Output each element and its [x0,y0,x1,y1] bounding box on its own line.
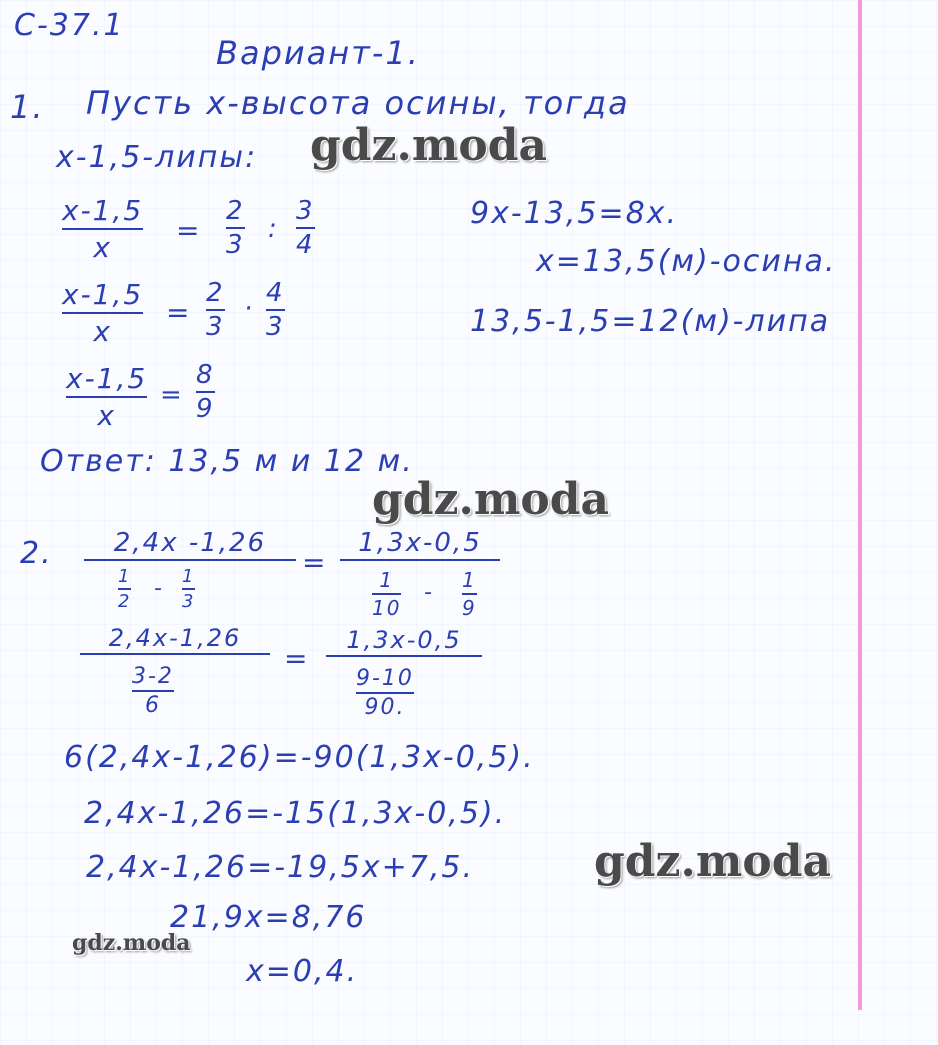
task2-line6: 21,9х=8,76 [170,900,367,935]
fraction-denominator: 3 [226,230,245,260]
variant-title: Вариант-1. [216,34,420,72]
task1-eq2-r2 [266,278,285,342]
fraction-numerator: 1 [462,568,477,592]
fraction-numerator: 1 [182,566,196,587]
operator: - [154,576,164,601]
fraction-numerator: х-1,5 [66,362,148,395]
fraction-bar [84,559,296,561]
fraction-denominator: 3 [266,312,285,342]
fraction-numerator: 1,3х-0,5 [358,528,482,558]
fraction-numerator: 2,4х -1,26 [113,528,267,558]
task1-eq2-r1 [206,278,225,342]
watermark: gdz.moda [310,120,548,171]
fraction-bar [340,559,500,561]
task2-eqB-rhs-den [356,666,414,720]
fraction-numerator: 3 [296,196,315,226]
fraction-denominator: х [97,399,116,432]
task2-eqA-rhs [340,528,500,562]
task2-eqA-lhs-den-a [118,566,131,612]
fraction-bar [266,309,285,311]
equals-sign: = [284,642,310,675]
task2-eqB-lhs-den [132,664,174,718]
fraction-bar [296,227,315,229]
task2-line5: 2,4х-1,26=-19,5х+7,5. [86,850,474,885]
task1-eq1-lhs [62,194,143,264]
fraction-denominator: 6 [144,693,161,718]
operator: · [244,294,255,324]
fraction-denominator: 9 [462,596,477,620]
fraction-denominator: х [93,315,112,348]
fraction-bar [62,228,143,230]
fraction-numerator: 4 [266,278,285,308]
fraction-denominator: х [93,231,112,264]
fraction-numerator: х-1,5 [62,194,144,227]
equals-sign: = [302,546,328,579]
task1-number: 1. [10,88,45,126]
task2-eqA-lhs [84,528,296,562]
fraction-numerator: х-1,5 [62,278,144,311]
fraction-bar [132,690,174,692]
fraction-numerator: 1 [379,568,395,592]
task2-eqA-rhs-den-b [462,568,477,620]
fraction-denominator: 90. [364,695,406,720]
fraction-denominator: 2 [118,591,132,612]
task1-eq3-r [196,360,215,424]
task1-right-line2: х=13,5(м)-осина. [536,244,837,279]
operator: : [268,214,279,244]
fraction-numerator: 3-2 [132,664,174,689]
task1-eq1-r2 [296,196,315,260]
task1-right-line3: 13,5-1,5=12(м)-липа [470,304,831,339]
task1-answer: Ответ: 13,5 м и 12 м. [40,444,414,479]
fraction-bar [118,588,131,590]
fraction-denominator: 3 [182,591,196,612]
equals-sign: = [176,214,202,247]
task1-intro: Пусть х-высота осины, тогда [86,84,630,122]
fraction-bar [226,227,245,229]
fraction-bar [66,396,147,398]
task1-intro-line2: х-1,5-липы: [56,140,258,175]
fraction-numerator: 9-10 [356,666,414,691]
fraction-denominator: 4 [296,230,315,260]
fraction-bar [62,312,143,314]
task2-eqB-lhs [80,624,270,656]
fraction-numerator: 1,3х-0,5 [346,626,462,654]
watermark: gdz.moda [594,836,832,887]
margin-line [858,0,862,1010]
equals-sign: = [160,380,184,410]
task1-eq1-r1 [226,196,245,260]
task2-number: 2. [20,536,53,571]
task2-eqA-lhs-den-b [182,566,195,612]
task1-eq2-lhs [62,278,143,348]
fraction-bar [356,692,414,694]
task2-eqA-rhs-den-a [372,568,401,620]
fraction-bar [80,653,270,655]
fraction-denominator: 3 [206,312,225,342]
task2-line4: 2,4х-1,26=-15(1,3х-0,5). [84,796,507,831]
fraction-bar [182,588,195,590]
fraction-bar [206,309,225,311]
task2-eqB-rhs [326,626,482,658]
fraction-bar [462,593,477,595]
task1-eq3-lhs [66,362,147,432]
task2-line7: х=0,4. [246,954,359,989]
fraction-numerator: 2 [226,196,245,226]
fraction-numerator: 2 [206,278,225,308]
watermark: gdz.moda [72,930,191,956]
task1-right-line1: 9х-13,5=8х. [470,196,678,231]
fraction-bar [326,655,482,657]
watermark: gdz.moda [372,474,610,525]
fraction-bar [372,593,401,595]
operator: - [424,580,434,605]
fraction-numerator: 8 [196,360,215,390]
task-code: С-37.1 [14,8,125,43]
fraction-numerator: 1 [118,566,132,587]
task2-line3: 6(2,4х-1,26)=-90(1,3х-0,5). [64,740,535,775]
equals-sign: = [166,296,192,329]
fraction-bar [196,391,215,393]
fraction-denominator: 9 [196,394,215,424]
fraction-denominator: 10 [372,596,402,620]
fraction-numerator: 2,4х-1,26 [108,624,242,652]
